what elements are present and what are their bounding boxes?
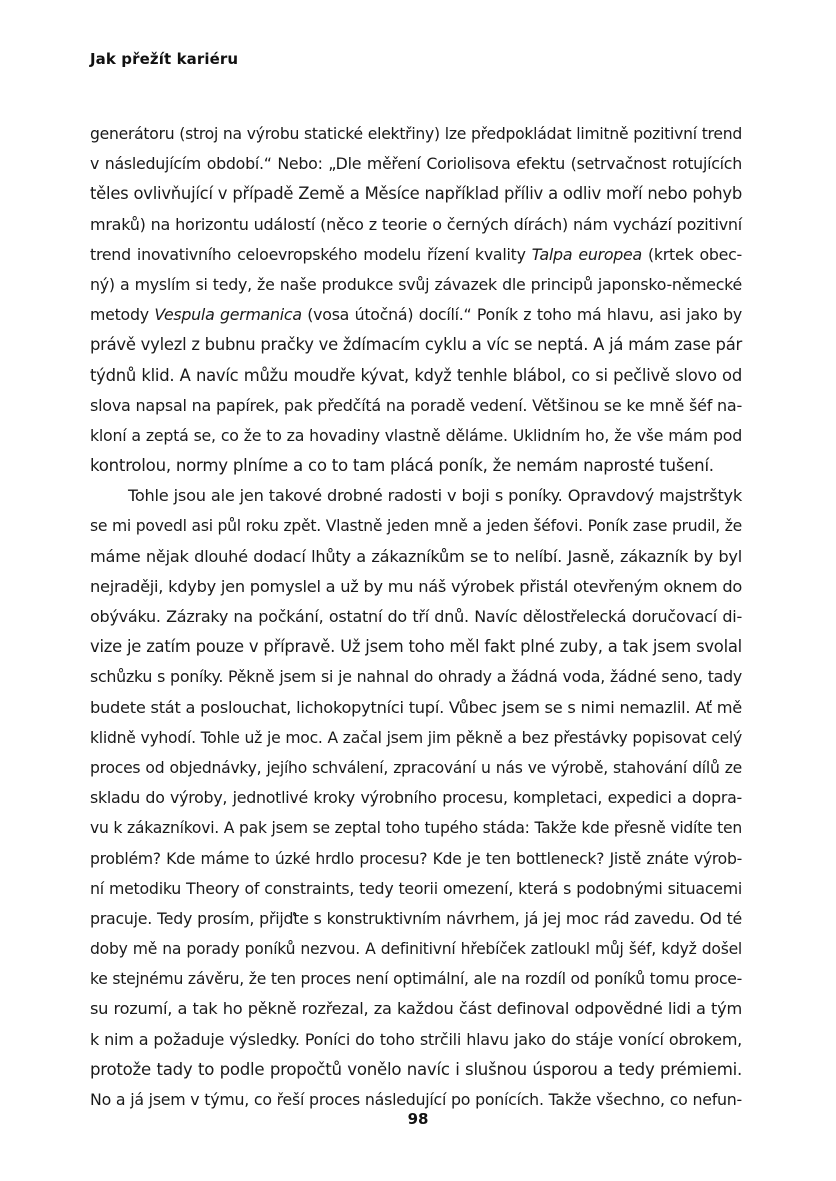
text-line: schůzku s poníky. Pěkně jsem si je nahnal do ohrady a žádná voda, žádné seno, tady xyxy=(90,667,742,687)
italic-term: Talpa europea xyxy=(531,244,642,264)
text-line: ní metodiku Theory of constraints, tedy teorii omezení, která s podobnými situacemi xyxy=(90,878,742,898)
text-line: su rozumí, a tak ho pěkně rozřezal, za každou část definoval odpovědné lidi a tým xyxy=(90,999,742,1019)
text-line: týdnů klid. A navíc můžu moudře kývat, když tenhle blábol, co si pečlivě slovo od xyxy=(90,365,742,385)
text-line: se mi povedl asi půl roku zpět. Vlastně jeden mně a jeden šéfovi. Poník zase prudil, že xyxy=(90,517,742,536)
text-line: slova napsal na papírek, pak předčítá na poradě vedení. Většinou se ke mně šéf na- xyxy=(90,395,742,415)
text-line: mraků) na horizontu událostí (něco z teorie o černých dírách) nám vychází pozitivní xyxy=(90,214,742,234)
text-line: vu k zákazníkovi. A pak jsem se zeptal toho tupého stáda: Takže kde přesně vidíte ten xyxy=(90,819,742,838)
text-line-indented: Tohle jsou ale jen takové drobné radosti v boji s poníky. Opravdový majstrštyk xyxy=(128,486,742,506)
text-line: generátoru (stroj na výrobu statické elektřiny) lze předpokládat limitně pozitivní trend xyxy=(90,125,742,143)
text-line: problém? Kde máme to úzké hrdlo procesu? Kde je ten bottleneck? Jistě znáte výrob- xyxy=(90,849,742,868)
text-line: budete stát a poslouchat, lichokopytníci tupí. Vůbec jsem se s nimi nemazlil. Ať mě xyxy=(90,697,742,717)
text-line: těles ovlivňující v případě Země a Měsíce například příliv a odliv moří nebo pohyb xyxy=(90,184,742,204)
text-line: k nim a požaduje výsledky. Poníci do toho strčili hlavu jako do stáje vonící obrokem, xyxy=(90,1029,742,1049)
text-line: kontrolou, normy plníme a co to tam plácá poník, že nemám naprosté tušení. xyxy=(90,456,714,476)
text-line: máme nějak dlouhé dodací lhůty a zákazníkům se to nelíbí. Jasně, zákazník by byl xyxy=(90,546,742,566)
text-line: trend inovativního celoevropského modelu řízení kvality Talpa europea (krtek obec- xyxy=(90,244,742,264)
text-line: metody Vespula germanica (vosa útočná) docílí.“ Poník z toho má hlavu, asi jako by xyxy=(90,305,742,325)
text-line: pracuje. Tedy prosím, přijďte s konstruktivním návrhem, já jej moc rád zavedu. Od té xyxy=(90,908,742,928)
text-line: ke stejnému závěru, že ten proces není optimální, ale na rozdíl od poníků tomu proce- xyxy=(90,970,742,989)
text-line: vize je zatím pouze v přípravě. Už jsem toho měl fakt plné zuby, a tak jsem svolal xyxy=(90,637,742,657)
running-head-title: Jak přežít kariéru xyxy=(90,50,239,68)
text-line: skladu do výroby, jednotlivé kroky výrobního procesu, kompletaci, expedici a dopra- xyxy=(90,788,742,808)
text-line: obýváku. Zázraky na počkání, ostatní do tří dnů. Navíc dělostřelecká doručovací di- xyxy=(90,607,742,626)
text-line: klidně vyhodí. Tohle už je moc. A začal jsem jim pěkně a bez přestávky popisovat celý xyxy=(90,728,742,747)
text-line: ný) a myslím si tedy, že naše produkce svůj závazek dle principů japonsko-německé xyxy=(90,274,742,294)
text-line: doby mě na porady poníků nezvou. A definitivní hřebíček zatloukl můj šéf, když došel xyxy=(90,940,742,959)
text-line: kloní a zeptá se, co že to za hovadiny vlastně děláme. Uklidním ho, že vše mám pod xyxy=(90,425,742,445)
text-line: v následujícím období.“ Nebo: „Dle měření Coriolisova efektu (setrvačnost rotujících xyxy=(90,154,742,174)
page-number: 98 xyxy=(407,1110,429,1128)
body-text xyxy=(90,119,742,1115)
text-line: právě vylezl z bubnu pračky ve ždímacím cyklu a víc se neptá. A já mám zase pár xyxy=(90,335,742,355)
text-line: proces od objednávky, jejího schválení, zpracování u nás ve výrobě, stahování dílů ze xyxy=(90,758,742,777)
text-line: nejraději, kdyby jen pomyslel a už by mu náš výrobek přistál otevřeným oknem do xyxy=(90,576,742,596)
text-line: No a já jsem v týmu, co řeší proces následující po ponících. Takže všechno, co nefun- xyxy=(90,1090,742,1109)
italic-term: Vespula germanica xyxy=(154,305,302,325)
text-line: protože tady to podle propočtů vonělo navíc i slušnou úsporou a tedy prémiemi. xyxy=(90,1059,742,1079)
